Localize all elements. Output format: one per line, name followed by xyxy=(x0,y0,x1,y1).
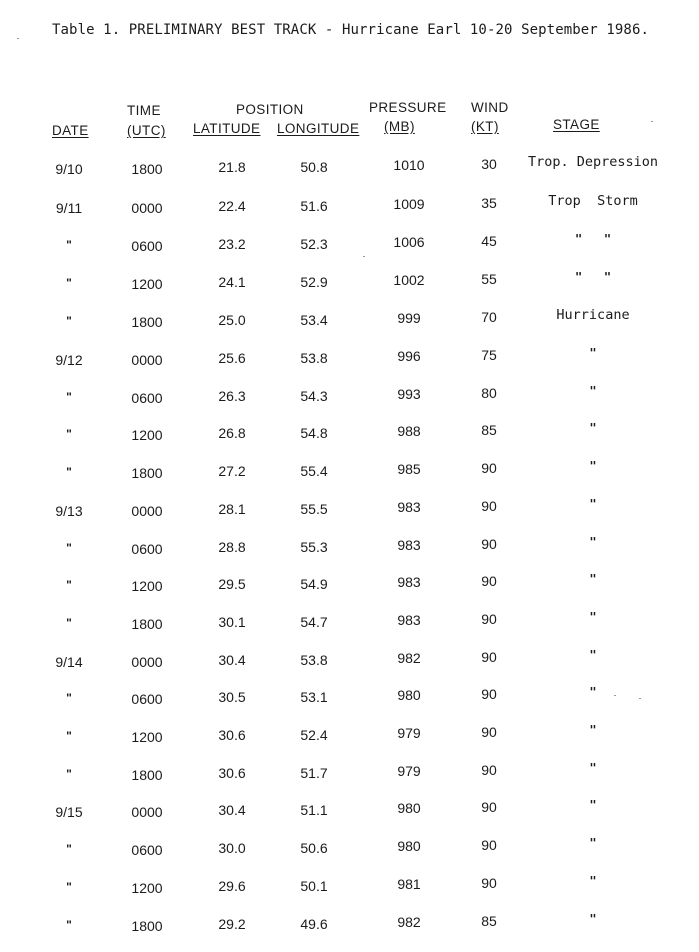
cell-time: 0600 xyxy=(131,842,163,858)
cell-time: 1200 xyxy=(131,880,163,896)
cell-stage: " xyxy=(589,459,597,473)
cell-wind: 30 xyxy=(481,156,497,172)
cell-wind: 75 xyxy=(481,347,497,363)
cell-pressure: 983 xyxy=(397,612,421,628)
cell-stage: " " xyxy=(574,270,612,284)
cell-stage: Trop Storm xyxy=(548,193,638,209)
cell-date: " xyxy=(66,767,72,781)
cell-time: 1800 xyxy=(131,918,163,934)
cell-stage: " xyxy=(589,798,597,812)
header-longitude: LONGITUDE xyxy=(277,121,360,136)
cell-pressure: 1009 xyxy=(393,196,425,212)
cell-time: 1800 xyxy=(131,161,163,177)
cell-longitude: 53.8 xyxy=(300,350,328,366)
cell-longitude: 52.9 xyxy=(300,274,328,290)
cell-time: 0000 xyxy=(131,352,163,368)
cell-longitude: 50.1 xyxy=(300,878,328,894)
cell-latitude: 26.8 xyxy=(218,425,246,441)
cell-date: " xyxy=(66,616,72,630)
cell-date: " xyxy=(66,465,72,479)
cell-latitude: 26.3 xyxy=(218,388,246,404)
cell-longitude: 54.7 xyxy=(300,614,328,630)
cell-wind: 85 xyxy=(481,913,497,929)
header-time-unit: (UTC) xyxy=(127,123,166,138)
cell-pressure: 993 xyxy=(397,386,421,402)
table-title: Table 1. PRELIMINARY BEST TRACK - Hurricane Earl 10-20 September 1986. xyxy=(52,22,650,38)
cell-wind: 85 xyxy=(481,422,497,438)
header-stage: STAGE xyxy=(553,117,600,132)
cell-date: " xyxy=(66,541,72,555)
scan-speck xyxy=(363,256,365,257)
cell-date: 9/10 xyxy=(55,161,83,177)
cell-wind: 90 xyxy=(481,686,497,702)
cell-wind: 35 xyxy=(481,195,497,211)
cell-time: 1800 xyxy=(131,616,163,632)
cell-time: 0000 xyxy=(131,200,163,216)
cell-longitude: 54.3 xyxy=(300,388,328,404)
cell-pressure: 999 xyxy=(397,310,421,326)
cell-latitude: 25.6 xyxy=(218,350,246,366)
cell-longitude: 51.6 xyxy=(300,198,328,214)
cell-date: " xyxy=(66,314,72,328)
cell-time: 0000 xyxy=(131,804,163,820)
cell-stage: " xyxy=(589,610,597,624)
cell-longitude: 50.6 xyxy=(300,840,328,856)
cell-pressure: 985 xyxy=(397,461,421,477)
cell-time: 1800 xyxy=(131,314,163,330)
cell-latitude: 30.5 xyxy=(218,689,246,705)
cell-stage: " xyxy=(589,535,597,549)
cell-pressure: 983 xyxy=(397,499,421,515)
cell-stage: Trop. Depression xyxy=(527,154,659,170)
cell-date: " xyxy=(66,276,72,290)
cell-time: 0600 xyxy=(131,390,163,406)
cell-date: " xyxy=(66,578,72,592)
cell-date: 9/11 xyxy=(55,200,83,216)
cell-wind: 90 xyxy=(481,536,497,552)
cell-longitude: 52.4 xyxy=(300,727,328,743)
cell-pressure: 1006 xyxy=(393,234,425,250)
cell-stage: " xyxy=(589,723,597,737)
cell-date: 9/15 xyxy=(55,804,83,820)
cell-date: " xyxy=(66,842,72,856)
cell-wind: 90 xyxy=(481,837,497,853)
header-pressure-unit: (MB) xyxy=(384,119,415,134)
cell-date: 9/13 xyxy=(55,503,83,519)
cell-wind: 45 xyxy=(481,233,497,249)
cell-longitude: 52.3 xyxy=(300,236,328,252)
cell-latitude: 28.1 xyxy=(218,501,246,517)
cell-time: 1200 xyxy=(131,427,163,443)
cell-wind: 90 xyxy=(481,611,497,627)
cell-stage: " xyxy=(589,497,597,511)
cell-pressure: 1010 xyxy=(393,157,425,173)
header-time: TIME xyxy=(127,103,161,118)
cell-latitude: 30.0 xyxy=(218,840,246,856)
cell-stage: " xyxy=(589,836,597,850)
cell-longitude: 53.4 xyxy=(300,312,328,328)
cell-stage: " xyxy=(589,346,597,360)
cell-date: 9/14 xyxy=(55,654,83,670)
cell-longitude: 50.8 xyxy=(300,159,328,175)
cell-wind: 90 xyxy=(481,799,497,815)
cell-longitude: 53.1 xyxy=(300,689,328,705)
cell-date: " xyxy=(66,880,72,894)
cell-time: 0600 xyxy=(131,691,163,707)
cell-wind: 90 xyxy=(481,460,497,476)
cell-latitude: 25.0 xyxy=(218,312,246,328)
cell-pressure: 996 xyxy=(397,348,421,364)
header-pressure: PRESSURE xyxy=(369,100,447,115)
scan-speck xyxy=(651,121,653,122)
cell-time: 1200 xyxy=(131,729,163,745)
cell-stage: " xyxy=(589,421,597,435)
cell-stage: " " xyxy=(574,232,612,246)
scan-speck xyxy=(639,698,641,699)
cell-pressure: 979 xyxy=(397,725,421,741)
cell-time: 0600 xyxy=(131,541,163,557)
cell-latitude: 30.1 xyxy=(218,614,246,630)
cell-pressure: 983 xyxy=(397,537,421,553)
header-wind-unit: (KT) xyxy=(471,119,499,134)
cell-time: 1800 xyxy=(131,465,163,481)
cell-wind: 70 xyxy=(481,309,497,325)
header-wind: WIND xyxy=(471,100,509,115)
cell-date: " xyxy=(66,918,72,932)
cell-latitude: 29.5 xyxy=(218,576,246,592)
cell-stage: " xyxy=(589,384,597,398)
cell-latitude: 30.6 xyxy=(218,727,246,743)
cell-time: 1800 xyxy=(131,767,163,783)
cell-longitude: 54.8 xyxy=(300,425,328,441)
cell-latitude: 21.8 xyxy=(218,159,246,175)
cell-date: " xyxy=(66,691,72,705)
cell-stage: " xyxy=(589,685,597,699)
cell-date: " xyxy=(66,729,72,743)
cell-latitude: 23.2 xyxy=(218,236,246,252)
cell-longitude: 53.8 xyxy=(300,652,328,668)
cell-pressure: 1002 xyxy=(393,272,425,288)
cell-pressure: 980 xyxy=(397,838,421,854)
cell-wind: 90 xyxy=(481,573,497,589)
cell-latitude: 22.4 xyxy=(218,198,246,214)
cell-date: 9/12 xyxy=(55,352,83,368)
cell-longitude: 55.5 xyxy=(300,501,328,517)
cell-latitude: 24.1 xyxy=(218,274,246,290)
cell-pressure: 982 xyxy=(397,650,421,666)
cell-stage: Hurricane xyxy=(556,307,630,323)
cell-latitude: 27.2 xyxy=(218,463,246,479)
cell-wind: 55 xyxy=(481,271,497,287)
cell-latitude: 29.6 xyxy=(218,878,246,894)
cell-wind: 80 xyxy=(481,385,497,401)
cell-time: 0600 xyxy=(131,238,163,254)
header-date: DATE xyxy=(52,123,89,138)
cell-stage: " xyxy=(589,761,597,775)
scan-speck xyxy=(614,695,616,696)
header-position: POSITION xyxy=(236,102,304,117)
cell-pressure: 981 xyxy=(397,876,421,892)
cell-time: 1200 xyxy=(131,276,163,292)
cell-wind: 90 xyxy=(481,762,497,778)
cell-latitude: 30.6 xyxy=(218,765,246,781)
cell-pressure: 988 xyxy=(397,423,421,439)
cell-longitude: 51.1 xyxy=(300,802,328,818)
scan-speck xyxy=(17,38,19,39)
cell-longitude: 51.7 xyxy=(300,765,328,781)
cell-pressure: 980 xyxy=(397,800,421,816)
cell-wind: 90 xyxy=(481,875,497,891)
cell-latitude: 28.8 xyxy=(218,539,246,555)
cell-longitude: 55.3 xyxy=(300,539,328,555)
cell-pressure: 982 xyxy=(397,914,421,930)
cell-pressure: 980 xyxy=(397,687,421,703)
cell-wind: 90 xyxy=(481,649,497,665)
cell-pressure: 983 xyxy=(397,574,421,590)
cell-time: 1200 xyxy=(131,578,163,594)
cell-stage: " xyxy=(589,912,597,926)
cell-time: 0000 xyxy=(131,654,163,670)
cell-time: 0000 xyxy=(131,503,163,519)
cell-wind: 90 xyxy=(481,724,497,740)
cell-date: " xyxy=(66,390,72,404)
cell-latitude: 30.4 xyxy=(218,652,246,668)
cell-longitude: 55.4 xyxy=(300,463,328,479)
cell-date: " xyxy=(66,427,72,441)
cell-stage: " xyxy=(589,874,597,888)
cell-date: " xyxy=(66,238,72,252)
cell-stage: " xyxy=(589,648,597,662)
cell-pressure: 979 xyxy=(397,763,421,779)
cell-stage: " xyxy=(589,572,597,586)
cell-wind: 90 xyxy=(481,498,497,514)
cell-longitude: 49.6 xyxy=(300,916,328,932)
cell-latitude: 29.2 xyxy=(218,916,246,932)
cell-latitude: 30.4 xyxy=(218,802,246,818)
header-latitude: LATITUDE xyxy=(193,121,261,136)
cell-longitude: 54.9 xyxy=(300,576,328,592)
